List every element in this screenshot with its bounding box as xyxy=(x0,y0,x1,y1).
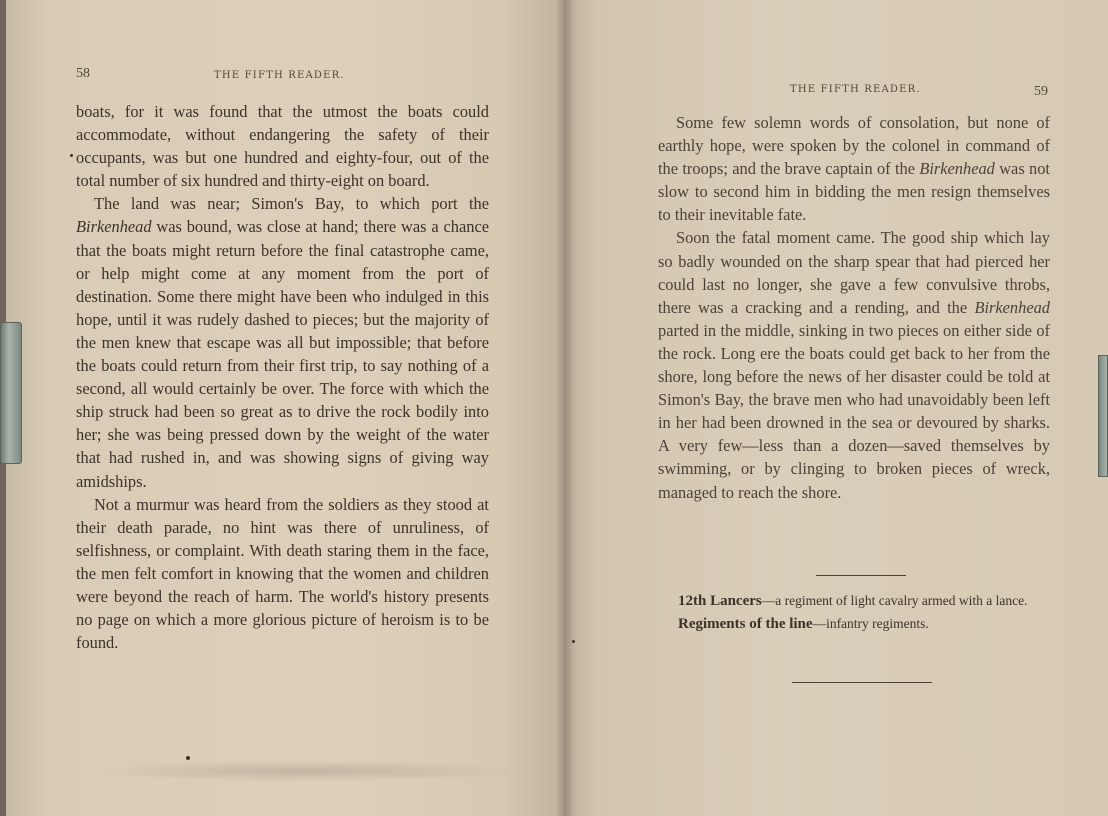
glossary-term: 12th Lancers xyxy=(678,593,762,609)
glossary-term: Regiments of the line xyxy=(678,616,813,632)
ink-speck xyxy=(186,756,190,760)
right-page-number: 59 xyxy=(1034,84,1048,99)
left-page xyxy=(6,0,566,816)
text-run: was not slow to second him in bidding the men resign themselves to their inevitable fate. xyxy=(658,159,1050,225)
right-running-head: THE FIFTH READER. xyxy=(790,84,921,95)
glossary xyxy=(660,590,1060,636)
text-run: Soon the fatal moment came. The good ship which lay so badly wounded on the sharp spear that had pierced her could last no longer, she gave a few convulsive throbs, there was a cracking and a rending, and the xyxy=(658,228,1050,317)
right-page xyxy=(564,0,1108,816)
glossary-entry xyxy=(660,612,1060,636)
ship-name: Birkenhead xyxy=(974,297,1050,317)
paragraph xyxy=(76,192,489,492)
text-run: boats, for it was found that the utmost the boats could accommodate, without endangering the safety of their occupants, was but one hundred and eighty-four, out of the total number of six hundred and thirty-eight on board. xyxy=(76,102,489,191)
text-run: Some few solemn words of consolation, but none of earthly hope, were spoken by the colonel in command of the troops; and the brave captain of the xyxy=(658,113,1050,179)
ship-name: Birkenhead xyxy=(76,217,152,237)
pencil-smudge xyxy=(96,760,516,782)
text-run: was bound, was close at hand; there was a chance that the boats might return before the final catastrophe came, or help might come at any moment from the port of destination. Some there might have been who indulged in this hope, until it was rudely dashed to pieces; but the majority of the men knew that escape was all but impossible; that before the boats could return from their first trip, to say nothing of a second, all would certainly be over. The force with which the ship struck had been so great as to drive the rock bodily into her; she was being pressed down by the weight of the water that had rushed in, and was showing signs of giving way amidships. xyxy=(76,217,489,491)
book-gutter xyxy=(556,0,574,816)
glossary-definition: —infantry regiments. xyxy=(812,616,929,631)
glossary-entry xyxy=(660,590,1060,612)
ship-name: Birkenhead xyxy=(919,159,995,179)
right-body-text xyxy=(658,111,1050,504)
page-clip-right xyxy=(1098,355,1108,477)
ink-speck xyxy=(70,154,73,157)
paragraph xyxy=(76,100,489,192)
page-clip-left xyxy=(0,322,22,464)
divider-rule-top xyxy=(816,575,906,576)
paragraph xyxy=(76,493,489,655)
glossary-definition: —a regiment of light cavalry armed with a lance. xyxy=(761,593,1028,608)
text-run: Not a murmur was heard from the soldiers as they stood at their death parade, no hint was there of unruliness, of selfishness, or complaint. With death staring them in the face, the men felt comfort in knowing that the women and children were beyond the reach of harm. The world's history presents no page on which a more glorious picture of heroism is to be found. xyxy=(76,494,489,653)
left-page-number: 58 xyxy=(76,66,90,81)
text-run: The land was near; Simon's Bay, to which port the xyxy=(94,194,489,214)
left-running-head: THE FIFTH READER. xyxy=(214,70,345,81)
divider-rule-bottom xyxy=(792,682,932,683)
paragraph xyxy=(658,226,1050,503)
text-run: parted in the middle, sinking in two pieces on either side of the rock. Long ere the boats could get back to her from the shore, long before the news of her disaster could be told at Simon's Bay, the brave men who had unavoidably been left in her had been drowned in the sea or devoured by sharks. A very few—less than a dozen—saved themselves by swimming, or by clinging to broken pieces of wreck, managed to reach the shore. xyxy=(658,320,1050,502)
left-body-text xyxy=(76,100,489,654)
paragraph xyxy=(658,111,1050,226)
